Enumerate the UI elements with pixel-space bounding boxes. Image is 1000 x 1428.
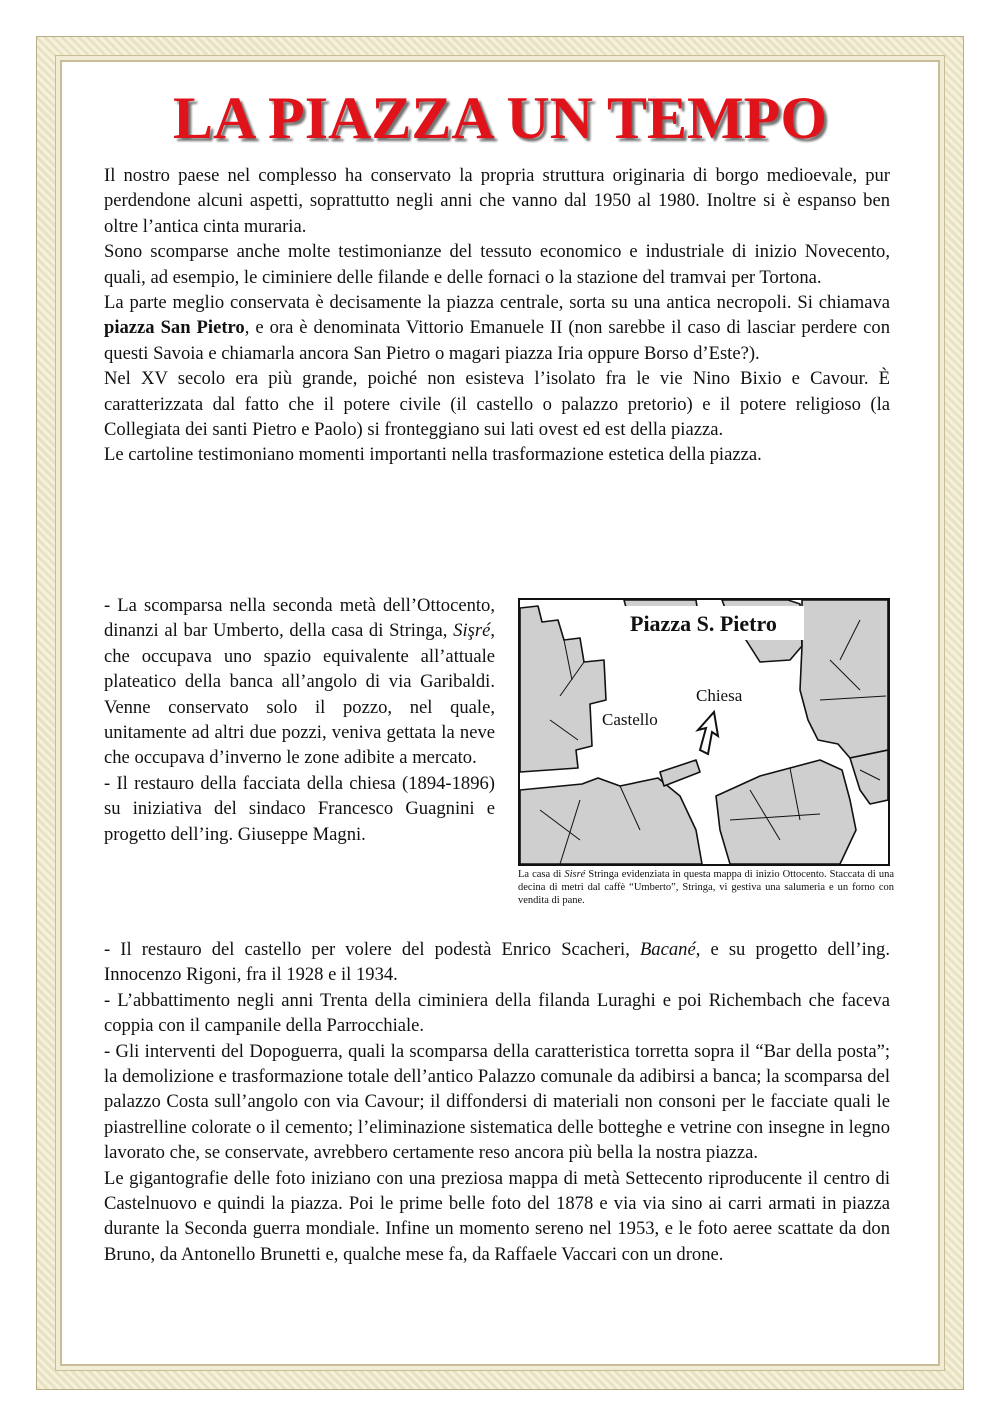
left-column-text bbox=[104, 593, 495, 847]
piazza-text-before: La parte meglio conservata è decisamente la piazza centrale, sorta su una antica necropoli. Si chiamava bbox=[104, 292, 890, 314]
map-caption bbox=[518, 868, 894, 907]
list-item-castello bbox=[104, 937, 890, 988]
item1-italic: Sişré bbox=[453, 620, 491, 642]
paragraph-xv-secolo: Nel XV secolo era più grande, poiché non esisteva l’isolato fra le vie Nino Bixio e Cavour. È caratterizzata dal fatto che il potere civile (il castello o palazzo pretorio) e il potere religioso (la Collegiata dei santi Pietro e Paolo) si fronteggiano sui lati ovest ed est della piazza. bbox=[104, 368, 890, 441]
caption-text-before: La casa di bbox=[518, 869, 565, 880]
map-title: Piazza S. Pietro bbox=[630, 611, 777, 636]
item1-text-after: , che occupava uno spazio equivalente all’attuale plateatico della banca all’angolo di via Garibaldi. Venne conservato solo il pozzo, nel quale, unitamente ad altri due pozzi, veniva gettata la neve che occupava d’inverno le zone adibite a mercato. bbox=[104, 620, 495, 769]
item1-text-before: - La scomparsa nella seconda metà dell’Ottocento, dinanzi al bar Umberto, della casa di Stringa, bbox=[104, 595, 495, 642]
paragraph-novecento: Sono scomparse anche molte testimonianze del tessuto economico e industriale di inizio Novecento, quali, ad esempio, le ciminiere delle filande e delle fornaci o la stazione del tramvai per Tortona. bbox=[104, 241, 890, 288]
list-item-stringa bbox=[104, 593, 495, 771]
paragraph-gigantografie: Le gigantografie delle foto iniziano con una preziosa mappa di metà Settecento riproducente il centro di Castelnuovo e quindi la piazza. Poi le prime belle foto del 1878 e via via sino ai carri armati in piazza durante la Seconda guerra mondiale. Infine un momento sereno nel 1953, e le foto aeree scattate da don Bruno, da Antonello Brunetti e, qualche mese fa, da Raffaele Vaccari con un drone. bbox=[104, 1167, 890, 1265]
item3-text-before: - Il restauro del castello per volere del podestà Enrico Scacheri, bbox=[104, 939, 640, 960]
map-label-castello: Castello bbox=[602, 710, 658, 729]
caption-text-after: Stringa evidenziata in questa mappa di inizio Ottocento. Staccata di una decina di metri dal caffè “Umberto”, Stringa, vi gestiva una salumeria e un forno con vendita di pane. bbox=[518, 869, 894, 906]
map-drawing bbox=[520, 600, 888, 864]
paragraph-piazza bbox=[104, 290, 890, 366]
list-item-dopoguerra: - Gli interventi del Dopoguerra, quali la scomparsa della caratteristica torretta sopra il “Bar della posta”; la demolizione e trasformazione totale dell’antico Palazzo comunale da adibirsi a banca; la scomparsa del palazzo Costa sull’angolo con via Cavour; il diffondersi di materiali non consoni per le facciate quali le piastrelline colorate o il cemento; l’eliminazione sistematica delle botteghe e vetrine con insegne in legno lavorato che, se conservate, avrebbero certamente reso ancora più bella la nostra piazza. bbox=[104, 1040, 890, 1164]
caption-italic: Sisré bbox=[564, 869, 586, 880]
map-label-chiesa: Chiesa bbox=[696, 686, 743, 705]
list-item-facciata: - Il restauro della facciata della chiesa (1894-1896) su iniziativa del sindaco Francesco Guagnini e progetto dell’ing. Giuseppe Magni. bbox=[104, 772, 495, 845]
piazza-name-bold: piazza San Pietro bbox=[104, 317, 245, 339]
bottom-text bbox=[104, 937, 890, 1267]
intro-text bbox=[104, 163, 890, 468]
paragraph-borgo: Il nostro paese nel complesso ha conservato la propria struttura originaria di borgo medioevale, pur perdendone alcuni aspetti, soprattutto negli anni che vanno dal 1950 al 1980. Inoltre si è espanso ben oltre l’antica cinta muraria. bbox=[104, 165, 890, 237]
paragraph-cartoline: Le cartoline testimoniano momenti importanti nella trasformazione estetica della piazza. bbox=[104, 444, 762, 466]
list-item-ciminiera: - L’abbattimento negli anni Trenta della ciminiera della filanda Luraghi e poi Richembach che faceva coppia con il campanile della Parrocchiale. bbox=[104, 989, 890, 1037]
piazza-text-after: , e ora è denominata Vittorio Emanuele II (non sarebbe il caso di lasciar perdere con questi Savoia e chiamarla ancora San Pietro o magari piazza Iria oppure Borso d’Este?). bbox=[104, 317, 890, 364]
item3-italic: Bacané bbox=[639, 939, 696, 960]
map-figure bbox=[518, 598, 890, 866]
item3-text-after: , e su progetto dell’ing. Innocenzo Rigoni, fra il 1928 e il 1934. bbox=[104, 939, 890, 986]
page-title: LA PIAZZA UN TEMPO bbox=[173, 85, 827, 151]
